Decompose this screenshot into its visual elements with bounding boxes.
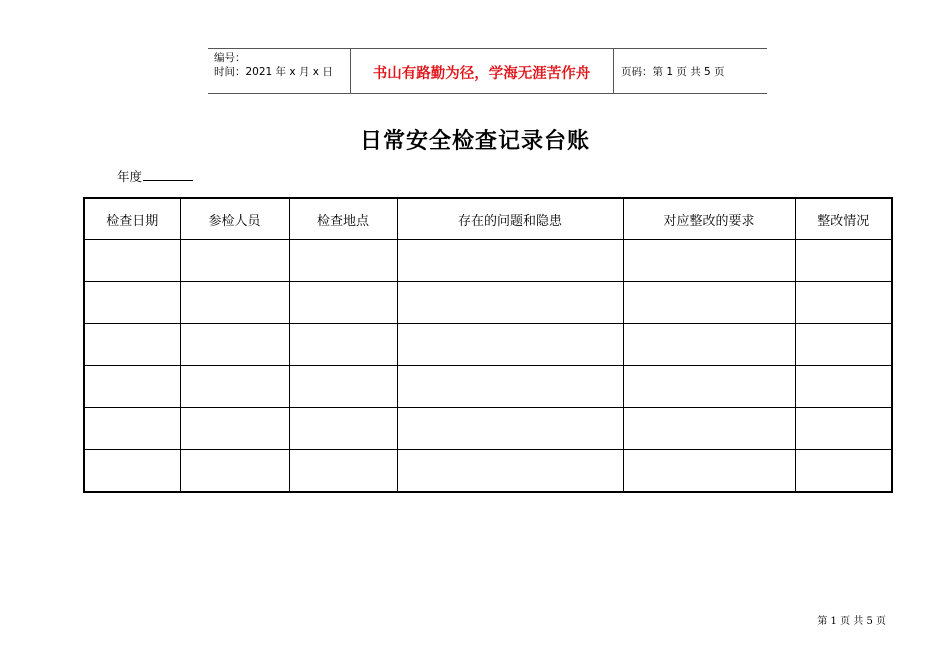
- table-cell[interactable]: [289, 366, 397, 408]
- table-cell[interactable]: [289, 450, 397, 493]
- col-header-status: 整改情况: [795, 198, 892, 240]
- table-row: [84, 240, 892, 282]
- col-header-issues: 存在的问题和隐患: [397, 198, 623, 240]
- table-cell[interactable]: [289, 408, 397, 450]
- table-cell[interactable]: [795, 282, 892, 324]
- table-cell[interactable]: [397, 408, 623, 450]
- page-footer: 第 1 页 共 5 页: [817, 616, 886, 627]
- table-cell[interactable]: [623, 366, 795, 408]
- table-row: [84, 408, 892, 450]
- page-title: 日常安全检查记录台账: [359, 128, 590, 154]
- table-cell[interactable]: [289, 324, 397, 366]
- table-cell[interactable]: [397, 324, 623, 366]
- table-cell[interactable]: [397, 366, 623, 408]
- header-meta: [214, 51, 333, 79]
- table-header-row: [84, 198, 892, 240]
- year-label: 年度: [117, 169, 143, 184]
- table-cell[interactable]: [180, 408, 289, 450]
- table-cell[interactable]: [795, 240, 892, 282]
- year-field: [117, 167, 193, 185]
- table-cell[interactable]: [180, 450, 289, 493]
- col-header-inspection-date: 检查日期: [84, 198, 180, 240]
- header-divider: [613, 49, 614, 93]
- table-cell[interactable]: [397, 240, 623, 282]
- table-cell[interactable]: [397, 450, 623, 493]
- table-row: [84, 366, 892, 408]
- table-cell[interactable]: [623, 450, 795, 493]
- table-cell[interactable]: [623, 240, 795, 282]
- table-row: [84, 450, 892, 493]
- year-blank-line: [143, 168, 193, 181]
- time-label: 时间：2021 年 x 月 x 日: [214, 66, 333, 78]
- number-label: 编号：: [214, 52, 246, 64]
- table-cell[interactable]: [84, 282, 180, 324]
- table-cell[interactable]: [795, 408, 892, 450]
- table-cell[interactable]: [623, 324, 795, 366]
- table-cell[interactable]: [180, 282, 289, 324]
- inspection-ledger-table: [83, 197, 893, 493]
- document-header: [208, 48, 767, 94]
- table-cell[interactable]: [397, 282, 623, 324]
- table-cell[interactable]: [623, 408, 795, 450]
- table-cell[interactable]: [180, 366, 289, 408]
- table-cell[interactable]: [795, 366, 892, 408]
- table-cell[interactable]: [289, 282, 397, 324]
- table-cell[interactable]: [84, 324, 180, 366]
- table-row: [84, 324, 892, 366]
- header-motto: 书山有路勤为径，学海无涯苦作舟: [372, 66, 591, 82]
- col-header-participants: 参检人员: [180, 198, 289, 240]
- table-cell[interactable]: [84, 366, 180, 408]
- table-cell[interactable]: [84, 240, 180, 282]
- table-cell[interactable]: [180, 240, 289, 282]
- table-cell[interactable]: [289, 240, 397, 282]
- table-cell[interactable]: [84, 408, 180, 450]
- table-cell[interactable]: [84, 450, 180, 493]
- table-cell[interactable]: [180, 324, 289, 366]
- table-row: [84, 282, 892, 324]
- col-header-requirements: 对应整改的要求: [623, 198, 795, 240]
- table-cell[interactable]: [795, 450, 892, 493]
- table-cell[interactable]: [795, 324, 892, 366]
- header-page-code: 页码：第 1 页 共 5 页: [621, 66, 725, 78]
- col-header-location: 检查地点: [289, 198, 397, 240]
- table-cell[interactable]: [623, 282, 795, 324]
